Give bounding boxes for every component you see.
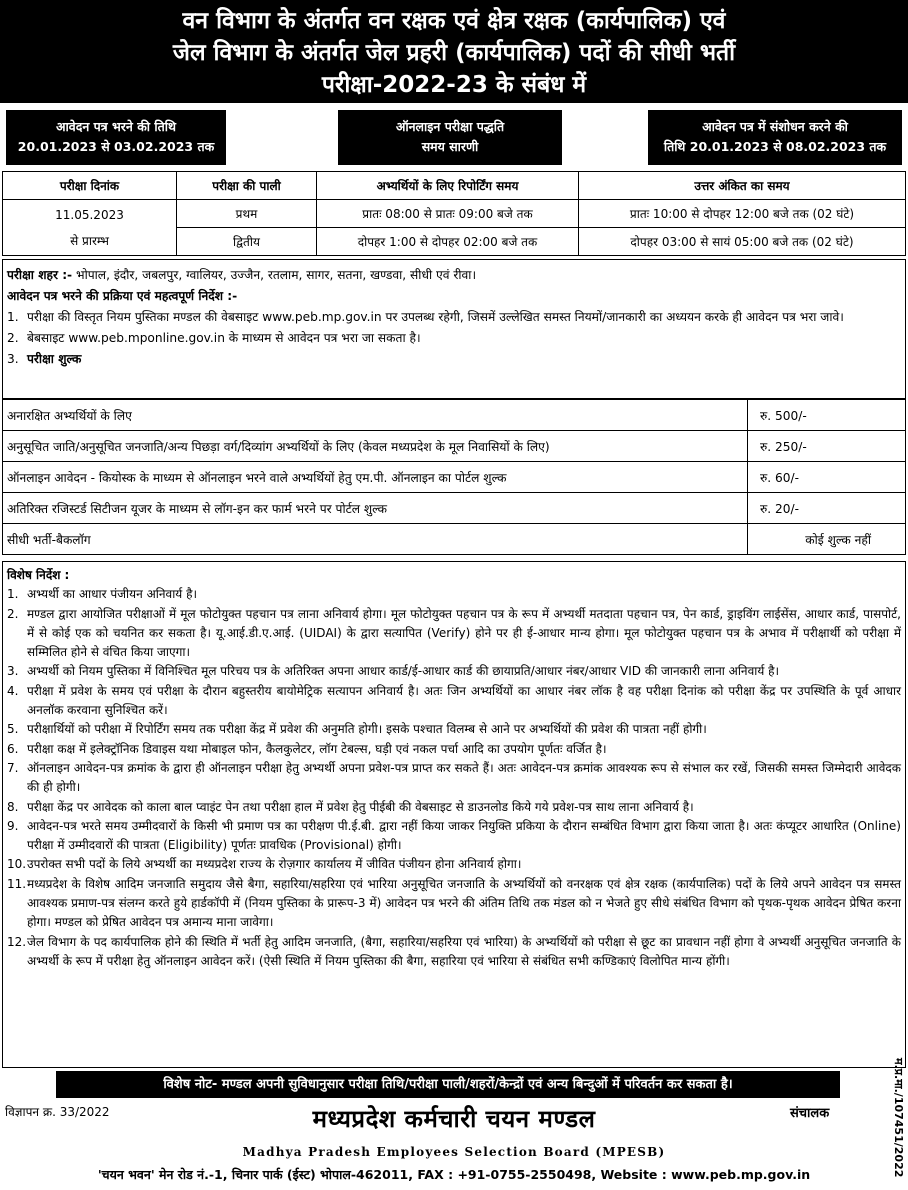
- exam-cities: [7, 265, 901, 286]
- answer-cell: प्रातः 10:00 से दोपहर 12:00 बजे तक (02 घंटे): [579, 200, 906, 228]
- signatory: संचालक: [790, 1106, 830, 1121]
- list-item-text: बेबसाइट www.peb.mponline.gov.in के माध्यम से आवेदन पत्र भरा जा सकता है।: [27, 331, 421, 345]
- reporting-cell: दोपहर 1:00 से दोपहर 02:00 बजे तक: [317, 228, 579, 256]
- table-row: [3, 462, 906, 493]
- list-item-text: उपरोक्त सभी पदों के लिये अभ्यर्थी का मध्यप्रदेश राज्य के रोज़गार कार्यालय में जीवित पंजीयन होना अनिवार्य होगा।: [27, 857, 522, 872]
- fee-amount: रु. 500/-: [748, 400, 906, 431]
- table-row: [3, 493, 906, 524]
- fee-description: सीधी भर्ती-बैकलॉग: [3, 524, 748, 555]
- list-item-number: 8.: [7, 799, 19, 814]
- side-reference-number: म.प्र.मा./107451/2022: [892, 1058, 905, 1178]
- header-line-3: परीक्षा-2022-23 के संबंध में: [321, 72, 587, 98]
- list-item: [7, 740, 901, 759]
- header-line-2: जेल विभाग के अंतर्गत जेल प्रहरी (कार्यपालिक) पदों की सीधी भर्ती: [172, 40, 736, 66]
- list-item-number: 11.: [7, 876, 27, 891]
- list-item: [7, 933, 901, 972]
- shift-cell: प्रथम: [177, 200, 317, 228]
- col-answer-time: उत्तर अंकित का समय: [579, 172, 906, 200]
- list-item: [7, 662, 901, 681]
- list-item: [7, 759, 901, 798]
- schedule-header-row: [3, 172, 906, 200]
- list-item: [7, 817, 901, 856]
- list-item: [7, 307, 901, 328]
- list-item-text: परीक्षार्थियों को परीक्षा में रिपोर्टिंग समय तक परीक्षा केंद्र में प्रवेश की अनुमति होगी। इसके पश्चात विलम्ब से आने पर अभ्यर्थियों की प्रवेश की पात्रता नहीं होगी।: [27, 722, 707, 737]
- fee-description: अतिरिक्त रजिस्टर्ड सिटीजन यूजर के माध्यम से लॉग-इन कर फार्म भरने पर पोर्टल शुल्क: [3, 493, 748, 524]
- list-item: [7, 605, 901, 663]
- application-date-box: [6, 110, 226, 165]
- list-item-number: 3.: [7, 664, 19, 679]
- list-item-text: परीक्षा केंद्र पर आवेदक को काला बाल प्वाइंट पेन तथा परीक्षा हाल में प्रवेश हेतु पीईबी की वेबसाइट से डाउनलोड किये गये प्रवेश-पत्र साथ लाना अनिवार्य है।: [27, 799, 694, 814]
- exam-date-cell: [3, 200, 177, 256]
- reporting-cell: प्रातः 08:00 से प्रातः 09:00 बजे तक: [317, 200, 579, 228]
- correction-date-value: तिथि 20.01.2023 से 08.02.2023 तक: [663, 139, 887, 154]
- application-date-value: 20.01.2023 से 03.02.2023 तक: [17, 139, 215, 154]
- special-instructions: [2, 561, 906, 1068]
- exam-method-label: ऑनलाइन परीक्षा पद्धति: [395, 119, 505, 134]
- list-item-number: 12.: [7, 934, 27, 949]
- table-row: [3, 200, 906, 228]
- list-item-number: 6.: [7, 741, 19, 756]
- exam-date-suffix: से प्रारम्भ: [70, 233, 109, 248]
- exam-method-box: [338, 110, 562, 165]
- list-item-number: 10.: [7, 857, 27, 872]
- list-item-number: 2.: [7, 606, 19, 621]
- board-name-hindi: मध्यप्रदेश कर्मचारी चयन मण्डल: [312, 1105, 596, 1133]
- list-item-text: परीक्षा कक्ष में इलेक्ट्रॉनिक डिवाइस यथा मोबाइल फोन, कैलकुलेटर, लॉग टेबल्स, घड़ी एवं नकल पर्चा आदि का उपयोग पूर्णतः वर्जित है।: [27, 741, 607, 756]
- table-row: [3, 431, 906, 462]
- list-item-text: परीक्षा की विस्तृत नियम पुस्तिका मण्डल की वेबसाइट www.peb.mp.gov.in पर उपलब्ध रहेगी, जिसमें उल्लेखित समस्त नियमों/जानकारी का अध्ययन करके ही आवेदन पत्र भरा जावे।: [27, 310, 844, 324]
- list-item-text: परीक्षा में प्रवेश के समय एवं परीक्षा के दौरान बहुस्तरीय बायोमेट्रिक सत्यापन अनिवार्य है। अतः जिन अभ्यर्थियों का आधार नंबर लॉक है वह परीक्षा दिनांक को परीक्षा केंद्र पर उपस्थिति के पूर्व आधार अनलॉक करवाना सुनिश्चित करें।: [27, 683, 901, 718]
- list-item-number: 5.: [7, 722, 19, 737]
- list-item-number: 4.: [7, 683, 19, 698]
- answer-cell: दोपहर 03:00 से सायं 05:00 बजे तक (02 घंटे): [579, 228, 906, 256]
- table-row: [3, 524, 906, 555]
- fee-amount: रु. 250/-: [748, 431, 906, 462]
- correction-date-box: [648, 110, 902, 165]
- exam-method-value: समय सारणी: [421, 139, 479, 154]
- list-item-number: 7.: [7, 760, 19, 775]
- exam-cities-value: भोपाल, इंदौर, जबलपुर, ग्वालियर, उज्जैन, रतलाम, सागर, सतना, खण्डवा, सीधी एवं रीवा।: [72, 268, 477, 282]
- schedule-table: [2, 171, 906, 256]
- list-item-number: 3.: [7, 352, 19, 366]
- col-reporting-time: अभ्यर्थियों के लिए रिपोर्टिंग समय: [317, 172, 579, 200]
- header-line-1: वन विभाग के अंतर्गत वन रक्षक एवं क्षेत्र रक्षक (कार्यपालिक) एवं: [182, 8, 726, 34]
- shift-cell: द्वितीय: [177, 228, 317, 256]
- list-item-text: परीक्षा शुल्क: [27, 352, 82, 366]
- application-date-label: आवेदन पत्र भरने की तिथि: [56, 119, 176, 134]
- list-item: [7, 328, 901, 349]
- list-item-text: मध्यप्रदेश के विशेष आदिम जनजाति समुदाय जैसे बैगा, सहारिया/सहरिया एवं भारिया अनुसूचित जनजाति के अभ्यर्थियों को वनरक्षक एवं क्षेत्र रक्षक (कार्यपालिक) पदों के लिये अपने आवेदन पत्र समस्त आवश्यक प्रमाण-पत्र संलग्न करते हुये हार्डकॉपी में (नियम पुस्तिका के प्रारूप-3 में) आवेदन पत्र भरने की अंतिम तिथि तक मंडल को न भेजते हुए सीधे संबंधित विभाग को पृथक-पृथक आवेदन प्रेषित करना होगा। मण्डल को प्रेषित आवेदन पत्र अमान्य माना जावेगा।: [27, 876, 901, 930]
- list-item-text: आवेदन-पत्र भरते समय उम्मीदवारों के किसी भी प्रमाण पत्र का परीक्षण पी.ई.बी. द्वारा नहीं किया जाकर नियुक्ति प्रकिया के दौरान सम्बंधित विभाग द्वारा किया जाता है। अतः कंप्यूटर आधारित (Online) परीक्षा में उम्मीदवारों की पात्रता (Eligibility) पूर्णतः प्रावधिक (Provisional) होगी।: [27, 818, 901, 853]
- notice-header: [0, 0, 908, 103]
- list-item-number: 9.: [7, 818, 19, 833]
- list-item: [7, 720, 901, 739]
- info-row: [0, 103, 908, 171]
- fee-description: ऑनलाइन आवेदन - कियोस्क के माध्यम से ऑनलाइन भरने वाले अभ्यर्थियों हेतु एम.पी. ऑनलाइन का पोर्टल शुल्क: [3, 462, 748, 493]
- process-heading: आवेदन पत्र भरने की प्रक्रिया एवं महत्वपूर्ण निर्देश :-: [7, 289, 238, 303]
- board-address: 'चयन भवन' मेन रोड नं.-1, चिनार पार्क (ईस्ट) भोपाल-462011, FAX : +91-0755-2550498, Website : www.peb.mp.gov.in: [97, 1167, 811, 1182]
- list-item: [7, 875, 901, 933]
- list-item-number: 1.: [7, 587, 19, 602]
- list-item: [7, 798, 901, 817]
- fee-amount: रु. 20/-: [748, 493, 906, 524]
- special-heading: विशेष निर्देश :: [7, 568, 70, 582]
- special-note-bar: विशेष नोट- मण्डल अपनी सुविधानुसार परीक्षा तिथि/परीक्षा पाली/शहरों/केन्द्रों एवं अन्य बिन्दुओं में परिवर्तन कर सकता है।: [56, 1071, 840, 1098]
- list-item: [7, 349, 901, 370]
- col-exam-date: परीक्षा दिनांक: [3, 172, 177, 200]
- exam-date: 11.05.2023: [55, 207, 124, 222]
- fee-amount: रु. 60/-: [748, 462, 906, 493]
- list-item: [7, 585, 901, 604]
- exam-cities-label: परीक्षा शहर :-: [7, 268, 73, 282]
- list-item-text: अभ्यर्थी को नियम पुस्तिका में विनिश्चित मूल परिचय पत्र के अतिरिक्त अपना आधार कार्ड/ई-आधार कार्ड की छायाप्रति/आधार नंबर/आधार VID की जानकारी लाना अनिवार्य है।: [27, 664, 780, 679]
- board-name-english: Madhya Pradesh Employees Selection Board (MPESB): [242, 1145, 666, 1159]
- table-row: [3, 400, 906, 431]
- list-item-text: जेल विभाग के पद कार्यपालिक होने की स्थिति में भर्ती हेतु आदिम जनजाति, (बैगा, सहारिया/सहरिया एवं भारिया) के अभ्यर्थियों को परीक्षा से छूट का प्रावधान नहीं होगा वे अभ्यर्थी अनुसूचित जनजाति के अभ्यर्थी के रूप में परीक्षा हेतु ऑनलाइन आवेदन करें। (ऐसी स्थिति में नियम पुस्तिका की बैगा, सहारिया एवं भारिया से संबंधित सभी कण्डिकाएं विलोपित मान्य होंगी।: [27, 934, 901, 968]
- col-shift: परीक्षा की पाली: [177, 172, 317, 200]
- fee-amount: कोई शुल्क नहीं: [748, 524, 906, 555]
- process-section: [2, 259, 906, 399]
- list-item-number: 2.: [7, 331, 19, 345]
- list-item: [7, 682, 901, 721]
- list-item-text: मण्डल द्वारा आयोजित परीक्षाओं में मूल फोटोयुक्त पहचान पत्र लाना अनिवार्य होगा। मूल फोटोयुक्त पहचान पत्र के रूप में अभ्यर्थी मतदाता पहचान पत्र, पेन कार्ड, ड्राइविंग लाईसेंस, आधार कार्ड, पासपोर्ट, में से कोई एक को चयनित कर सकता है। यू.आई.डी.ए.आई. (UIDAI) के द्वारा सत्यापित (Verify) होने पर ही ई-आधार मान्य होगा। मूल फोटोयुक्त पहचान पत्र के अभाव में परीक्षार्थी को परीक्षा में सम्मिलित होने से वंचित किया जाएगा।: [27, 606, 901, 660]
- correction-date-label: आवेदन पत्र में संशोधन करने की: [702, 119, 848, 134]
- list-item-text: ऑनलाइन आवेदन-पत्र क्रमांक के द्वारा ही ऑनलाइन परीक्षा हेतु अभ्यर्थी अपना प्रवेश-पत्र प्राप्त कर सकते हैं। अतः आवेदन-पत्र क्रमांक आवश्यक रूप से संभाल कर रखें, जिसकी समस्त जिम्मेदारी आवेदक की ही होगी।: [27, 760, 901, 795]
- list-item-text: अभ्यर्थी का आधार पंजीयन अनिवार्य है।: [27, 587, 197, 602]
- list-item-number: 1.: [7, 310, 19, 324]
- fee-description: अनारक्षित अभ्यर्थियों के लिए: [3, 400, 748, 431]
- fee-description: अनुसूचित जाति/अनुसूचित जनजाति/अन्य पिछड़ा वर्ग/दिव्यांग अभ्यर्थियों के लिए (केवल मध्यप्रदेश के मूल निवासियों के लिए): [3, 431, 748, 462]
- fees-table: [2, 399, 906, 555]
- advertisement-number: विज्ञापन क्र. 33/2022: [5, 1105, 110, 1119]
- list-item: [7, 855, 901, 874]
